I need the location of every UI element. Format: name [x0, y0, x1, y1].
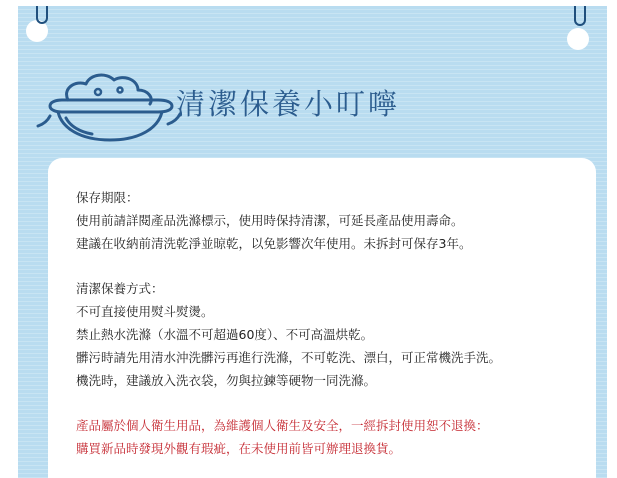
care-line: 禁止熱水洗滌（水溫不可超過60度）、不可高溫烘乾。 [76, 327, 374, 342]
page-title: 清潔保養小叮嚀 [176, 87, 401, 121]
section-spacer [76, 255, 592, 277]
notice-line: 產品屬於個人衛生用品，為維護個人衛生及安全，一經拆封使用恕不退換： [76, 418, 489, 433]
section-heading-care: 清潔保養方式： [76, 281, 164, 296]
bowl-with-foam-icon [32, 64, 182, 146]
care-line: 不可直接使用熨斗熨燙。 [76, 304, 214, 319]
hanging-hole-right [567, 28, 589, 50]
hook-icon [36, 6, 48, 24]
notice-line: 購買新品時發現外觀有瑕疵，在未使用前皆可辦理退換貨。 [76, 441, 402, 456]
storage-line: 建議在收納前清洗乾淨並晾乾，以免影響次年使用。未拆封可保存3年。 [76, 236, 472, 251]
care-line: 髒污時請先用清水沖洗髒污再進行洗滌，不可乾洗、漂白，可正常機洗手洗。 [76, 350, 502, 365]
hook-icon [574, 6, 586, 26]
care-line: 機洗時，建議放入洗衣袋，勿與拉鍊等硬物一同洗滌。 [76, 373, 377, 388]
instructions-content [76, 186, 592, 460]
storage-line: 使用前請詳閱產品洗滌標示，使用時保持清潔，可延長產品使用壽命。 [76, 213, 464, 228]
section-spacer [76, 392, 592, 414]
instructions-panel [48, 158, 596, 478]
right-edge-strip [607, 0, 617, 478]
care-instructions-card [18, 6, 607, 478]
section-heading-storage: 保存期限： [76, 190, 139, 205]
